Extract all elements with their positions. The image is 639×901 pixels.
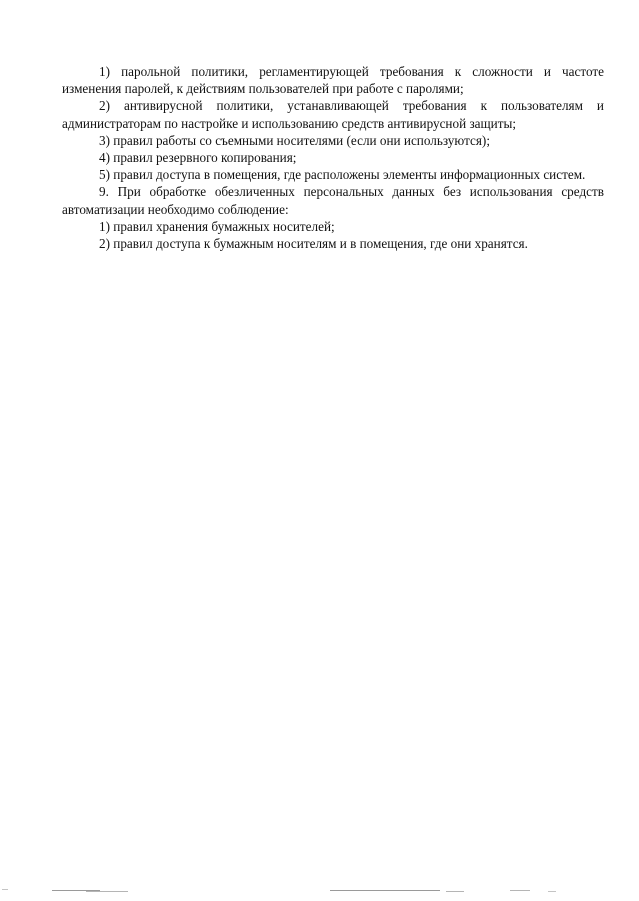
scan-artifact-line: [446, 891, 464, 892]
list-item-removable-media: 3) правил работы со съемными носителями (если они используются);: [99, 132, 490, 148]
list-item-antivirus-policy: 2) антивирусной политики, устанавливающей требования к пользователям и администраторам по настройке и использованию средств антивирусной защиты;: [62, 98, 604, 131]
list-item-paper-access: 2) правил доступа к бумажным носителям и в помещения, где они хранятся.: [99, 236, 528, 252]
scan-artifact-line: [330, 890, 440, 891]
list-item-password-policy: 1) парольной политики, регламентирующей требования к сложности и частоте изменения паролей, к действиям пользователей при работе с паролями;: [62, 64, 604, 97]
list-item-backup-rules: 4) правил резервного копирования;: [99, 150, 297, 166]
scan-artifact-line: [2, 889, 8, 890]
list-item-premises-access: 5) правил доступа в помещения, где расположены элементы информационных систем.: [99, 167, 586, 183]
document-body: [62, 63, 604, 252]
scan-artifact-line: [548, 891, 556, 892]
section-9-paragraph: 9. При обработке обезличенных персональных данных без использования средств автоматизации необходимо соблюдение:: [62, 184, 604, 217]
list-item-paper-storage: 1) правил хранения бумажных носителей;: [99, 218, 335, 234]
scan-artifact-line: [86, 891, 128, 892]
scan-artifact-line: [510, 890, 530, 891]
